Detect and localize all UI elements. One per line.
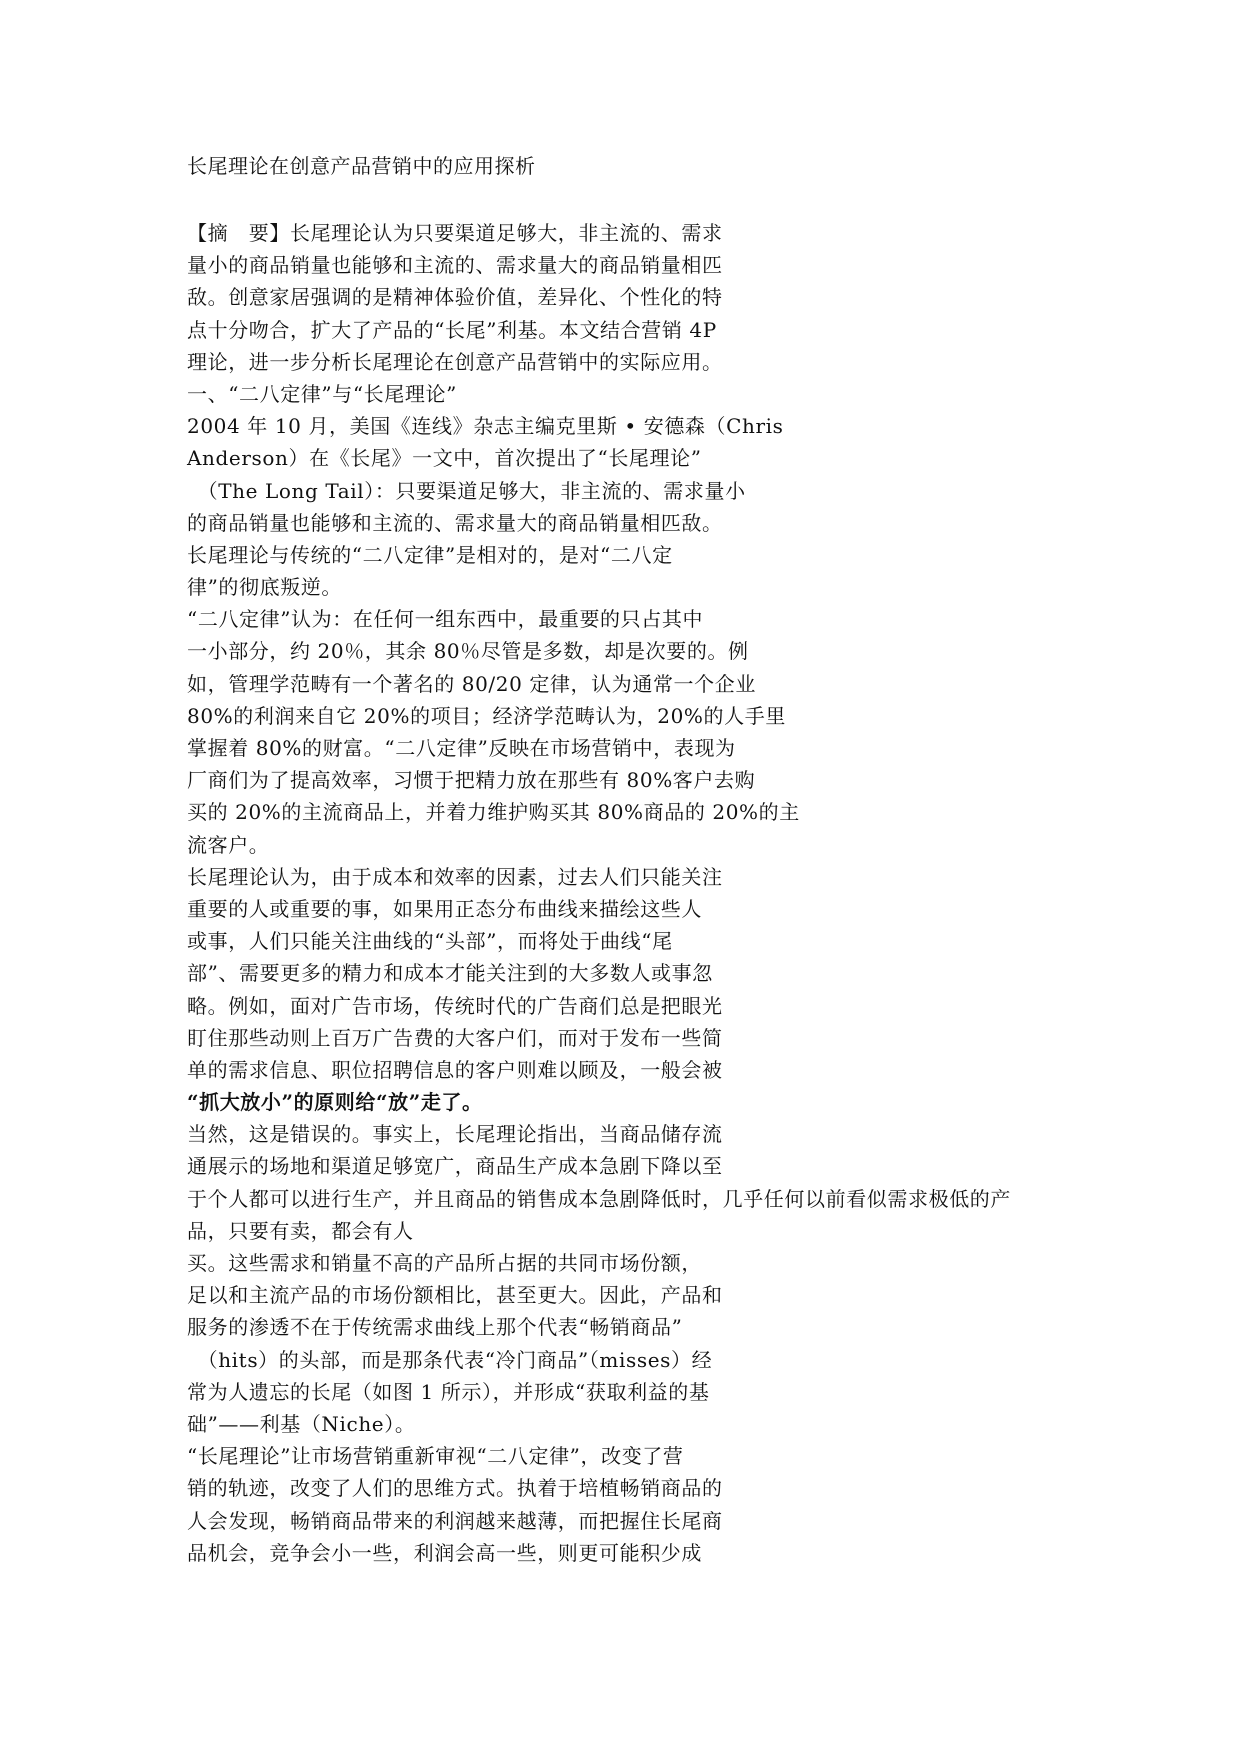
text-line: “二八定律”认为：在任何一组东西中，最重要的只占其中: [187, 607, 704, 632]
text-line: 流客户。: [187, 832, 270, 857]
text-line: 买。这些需求和销量不高的产品所占据的共同市场份额，: [187, 1251, 702, 1275]
text-line: “抓大放小”的原则给“放”走了。: [187, 1090, 483, 1115]
text-line: 或事，人们只能关注曲线的“头部”，而将处于曲线“尾: [187, 929, 673, 954]
text-line: 掌握着 80%的财富。“二八定律”反映在市场营销中，表现为: [187, 736, 736, 760]
text-line: 敌。创意家居强调的是精神体验价值，差异化、个性化的特: [187, 285, 723, 310]
text-line: 如，管理学范畴有一个著名的 80/20 定律，认为通常一个企业: [187, 671, 756, 696]
text-line: 略。例如，面对广告市场，传统时代的广告商们总是把眼光: [187, 993, 723, 1018]
text-line: 人会发现，畅销商品带来的利润越来越薄，而把握住长尾商: [187, 1508, 723, 1533]
text-line: 厂商们为了提高效率，习惯于把精力放在那些有 80%客户去购: [187, 768, 756, 793]
text-line: 买的 20%的主流商品上，并着力维护购买其 80%商品的 20%的主: [187, 800, 800, 825]
text-line: 长尾理论与传统的“二八定律”是相对的，是对“二八定: [187, 542, 673, 567]
text-line: 于个人都可以进行生产，并且商品的销售成本急剧降低时，几乎任何以前看似需求极低的产: [187, 1186, 1011, 1211]
text-line: 的商品销量也能够和主流的、需求量大的商品销量相匹敌。: [187, 510, 723, 535]
text-line: 盯住那些动则上百万广告费的大客户们，而对于发布一些简: [187, 1025, 723, 1050]
text-line: 销的轨迹，改变了人们的思维方式。执着于培植畅销商品的: [187, 1476, 723, 1501]
text-line: 点十分吻合，扩大了产品的“长尾”利基。本文结合营销 4P: [187, 317, 717, 342]
text-line: 服务的渗透不在于传统需求曲线上那个代表“畅销商品”: [187, 1315, 683, 1340]
text-line: 重要的人或重要的事，如果用正态分布曲线来描绘这些人: [187, 896, 702, 921]
text-line: 品，只要有卖，都会有人: [187, 1218, 414, 1243]
text-line: 律”的彻底叛逆。: [187, 575, 343, 600]
text-line: 单的需求信息、职位招聘信息的客户则难以顾及，一般会被: [187, 1057, 723, 1082]
text-line: 【摘 要】长尾理论认为只要渠道足够大，非主流的、需求: [187, 221, 723, 245]
text-line: 通展示的场地和渠道足够宽广，商品生产成本急剧下降以至: [187, 1154, 723, 1179]
text-line: 80%的利润来自它 20%的项目；经济学范畴认为，20%的人手里: [187, 703, 786, 728]
text-line: 一、“二八定律”与“长尾理论”: [187, 381, 457, 406]
document-title: 长尾理论在创意产品营销中的应用探析: [187, 154, 536, 178]
text-line: Anderson）在《长尾》一文中，首次提出了“长尾理论”: [187, 446, 702, 471]
text-line: 一小部分，约 20％，其余 80％尽管是多数，却是次要的。例: [187, 639, 749, 664]
text-line: （The Long Tail）：只要渠道足够大，非主流的、需求量小: [187, 478, 746, 503]
text-line: 础”——利基（Niche）。: [187, 1411, 416, 1436]
text-line: 理论，进一步分析长尾理论在创意产品营销中的实际应用。: [187, 349, 723, 374]
text-line: 常为人遗忘的长尾（如图 1 所示），并形成“获取利益的基: [187, 1379, 710, 1404]
text-line: 品机会，竞争会小一些，利润会高一些，则更可能积少成: [187, 1540, 702, 1565]
text-line: 当然，这是错误的。事实上，长尾理论指出，当商品储存流: [187, 1122, 723, 1147]
text-line: 部”、需要更多的精力和成本才能关注到的大多数人或事忽: [187, 961, 713, 986]
text-line: “长尾理论”让市场营销重新审视“二八定律”，改变了营: [187, 1444, 684, 1469]
text-line: （hits）的头部，而是那条代表“冷门商品”（misses）经: [187, 1347, 713, 1372]
text-line: 足以和主流产品的市场份额相比，甚至更大。因此，产品和: [187, 1283, 723, 1308]
text-line: 长尾理论认为，由于成本和效率的因素，过去人们只能关注: [187, 864, 723, 889]
text-line: 2004 年 10 月，美国《连线》杂志主编克里斯 • 安德森（Chris: [187, 414, 784, 439]
document-body: [187, 217, 1227, 1569]
text-line: 量小的商品销量也能够和主流的、需求量大的商品销量相匹: [187, 253, 723, 278]
